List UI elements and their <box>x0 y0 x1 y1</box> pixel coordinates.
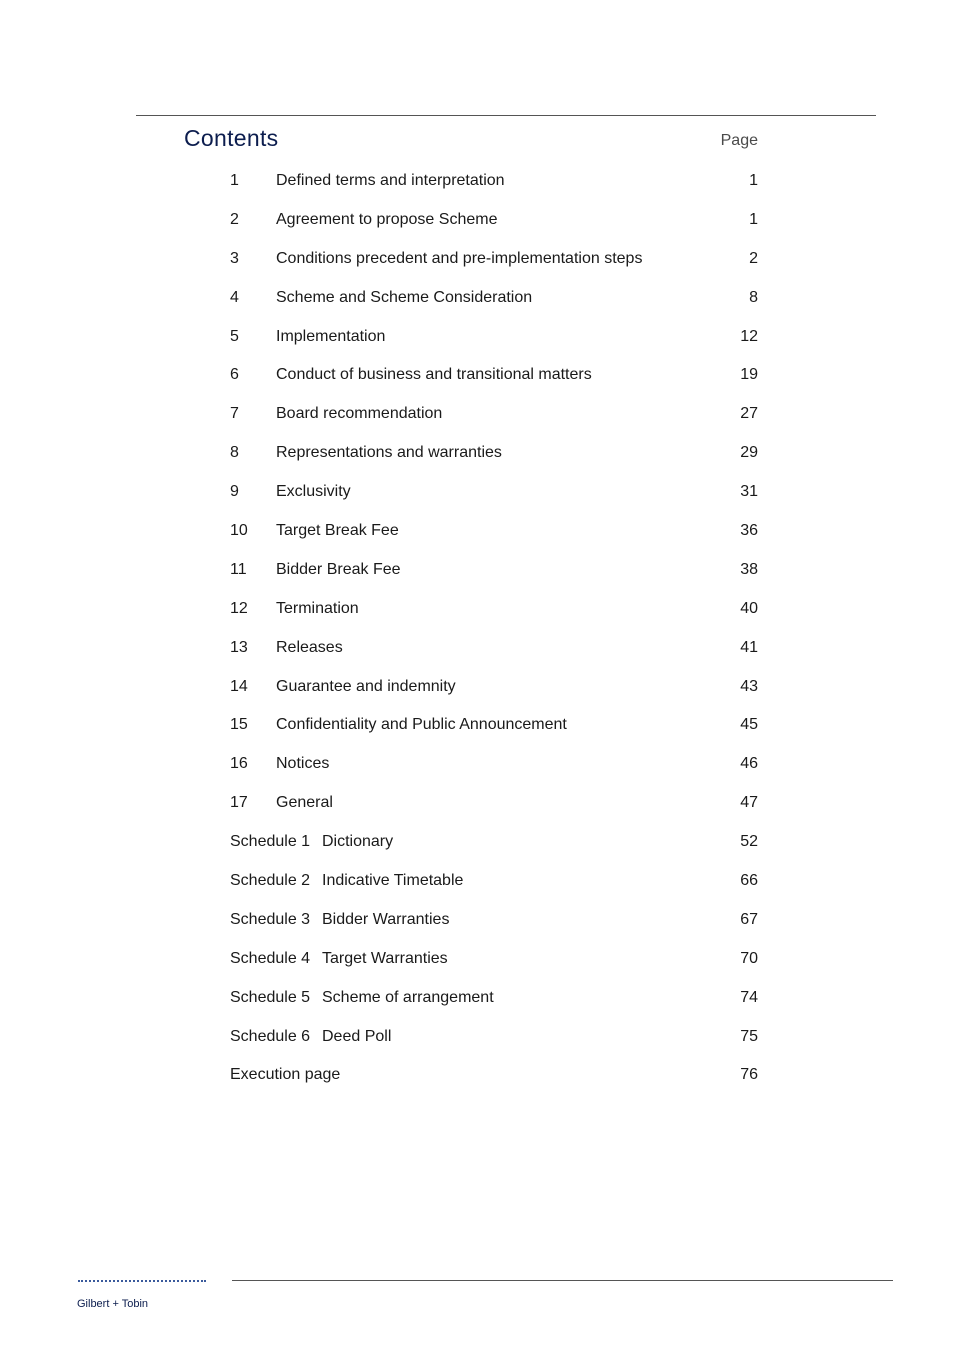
toc-schedule-title[interactable]: Bidder Warranties <box>322 910 450 928</box>
toc-schedule-page[interactable]: 67 <box>740 910 758 928</box>
footer-firm-name: Gilbert + Tobin <box>77 1298 149 1310</box>
toc-entry-number: 5 <box>230 327 239 345</box>
toc-schedule-number: Schedule 4 <box>230 949 311 967</box>
toc-entry[interactable] <box>0 512 965 551</box>
toc-schedule-number: Schedule 1 <box>230 833 311 851</box>
toc-entry-number: 9 <box>230 483 239 501</box>
toc-entry-title[interactable]: Target Break Fee <box>276 522 399 540</box>
toc-schedule-number: Schedule 2 <box>230 872 311 890</box>
toc-entry-page[interactable]: 36 <box>740 522 758 540</box>
page-title: Contents <box>184 125 279 151</box>
toc-entry[interactable] <box>0 668 965 707</box>
toc-entry[interactable] <box>0 318 965 357</box>
toc-entry-page[interactable]: 47 <box>740 794 758 812</box>
toc-schedule-page[interactable]: 70 <box>740 949 758 967</box>
toc-schedule-entry[interactable] <box>0 979 965 1018</box>
toc-entry-number: 15 <box>230 716 248 734</box>
toc-entry-number: 11 <box>230 560 247 578</box>
toc-entry-page[interactable]: 41 <box>740 638 758 656</box>
toc-entry-number: 12 <box>230 599 248 617</box>
toc-execution-page[interactable]: 76 <box>740 1066 758 1084</box>
toc-entry-number: 1 <box>230 172 239 189</box>
toc-entry-page[interactable]: 8 <box>749 288 758 306</box>
toc-entry-page[interactable]: 2 <box>749 249 758 267</box>
toc-entry-title[interactable]: Conditions precedent and pre-implementation steps <box>276 249 643 267</box>
table-of-contents <box>0 162 965 1095</box>
toc-entry-number: 7 <box>230 405 239 423</box>
toc-entry[interactable] <box>0 551 965 590</box>
toc-entry-title[interactable]: Board recommendation <box>276 405 443 423</box>
toc-entry-page[interactable]: 29 <box>740 444 758 462</box>
toc-entry-title[interactable]: Releases <box>276 638 343 656</box>
toc-entry-title[interactable]: Defined terms and interpretation <box>276 172 505 189</box>
toc-entry[interactable] <box>0 590 965 629</box>
toc-schedule-page[interactable]: 52 <box>740 833 758 851</box>
toc-schedule-number: Schedule 5 <box>230 988 311 1006</box>
toc-entry-number: 2 <box>230 210 239 228</box>
toc-entry[interactable] <box>0 162 965 201</box>
toc-entry-title[interactable]: Notices <box>276 755 330 773</box>
toc-schedule-page[interactable]: 66 <box>740 872 758 890</box>
toc-entry-title[interactable]: Conduct of business and transitional matters <box>276 366 592 384</box>
toc-entry-page[interactable]: 19 <box>740 366 758 384</box>
toc-entry-page[interactable]: 40 <box>740 599 758 617</box>
toc-entry[interactable] <box>0 395 965 434</box>
toc-entry[interactable] <box>0 784 965 823</box>
toc-entry[interactable] <box>0 745 965 784</box>
toc-entry-title[interactable]: Representations and warranties <box>276 444 502 462</box>
toc-entry-page[interactable]: 38 <box>740 560 758 578</box>
toc-entry-number: 6 <box>230 366 239 384</box>
toc-entry-title[interactable]: Exclusivity <box>276 483 351 501</box>
toc-schedule-title[interactable]: Dictionary <box>322 833 394 851</box>
toc-entry[interactable] <box>0 434 965 473</box>
header-divider <box>136 115 876 116</box>
toc-schedule-title[interactable]: Deed Poll <box>322 1027 392 1045</box>
toc-schedule-entry[interactable] <box>0 901 965 940</box>
toc-entry-title[interactable]: Confidentiality and Public Announcement <box>276 716 567 734</box>
toc-entry-number: 10 <box>230 522 248 540</box>
toc-entry[interactable] <box>0 473 965 512</box>
toc-entry-title[interactable]: Agreement to propose Scheme <box>276 210 498 228</box>
toc-schedule-entry[interactable] <box>0 823 965 862</box>
toc-entry-number: 3 <box>230 249 239 267</box>
toc-entry-number: 17 <box>230 794 248 812</box>
toc-entry-number: 14 <box>230 677 248 695</box>
toc-entry-page[interactable]: 12 <box>740 327 758 345</box>
toc-schedule-entry[interactable] <box>0 940 965 979</box>
toc-entry[interactable] <box>0 629 965 668</box>
toc-entry[interactable] <box>0 201 965 240</box>
toc-entry-page[interactable]: 31 <box>740 483 758 501</box>
page-column-label: Page <box>720 132 758 149</box>
toc-schedule-entry[interactable] <box>0 1018 965 1057</box>
toc-schedule-page[interactable]: 74 <box>740 988 758 1006</box>
toc-entry-number: 13 <box>230 638 248 656</box>
toc-execution-entry[interactable] <box>0 1056 965 1095</box>
toc-entry[interactable] <box>0 279 965 318</box>
toc-entry-number: 8 <box>230 444 239 462</box>
toc-entry-page[interactable]: 43 <box>740 677 758 695</box>
toc-entry-page[interactable]: 27 <box>740 405 758 423</box>
toc-entry[interactable] <box>0 356 965 395</box>
toc-entry-title[interactable]: Scheme and Scheme Consideration <box>276 288 533 306</box>
footer-dotted-rule <box>78 1280 206 1282</box>
toc-schedule-title[interactable]: Target Warranties <box>322 949 448 967</box>
toc-entry-page[interactable]: 46 <box>740 755 758 773</box>
toc-entry-title[interactable]: Guarantee and indemnity <box>276 677 456 695</box>
toc-entry-page[interactable]: 45 <box>740 716 758 734</box>
toc-schedule-title[interactable]: Indicative Timetable <box>322 872 464 890</box>
toc-execution-title[interactable]: Execution page <box>230 1066 341 1084</box>
toc-entry-title[interactable]: Bidder Break Fee <box>276 560 401 578</box>
toc-entry-title[interactable]: General <box>276 794 333 812</box>
toc-entry-page[interactable]: 1 <box>749 172 758 189</box>
toc-schedule-page[interactable]: 75 <box>740 1027 758 1045</box>
toc-entry-title[interactable]: Implementation <box>276 327 386 345</box>
toc-entry[interactable] <box>0 706 965 745</box>
toc-entry-title[interactable]: Termination <box>276 599 359 617</box>
toc-schedule-number: Schedule 6 <box>230 1027 311 1045</box>
toc-entry-number: 16 <box>230 755 248 773</box>
toc-entry-page[interactable]: 1 <box>749 210 758 228</box>
toc-entry-number: 4 <box>230 288 239 306</box>
footer-divider <box>232 1280 893 1281</box>
toc-schedule-title[interactable]: Scheme of arrangement <box>322 988 494 1006</box>
toc-schedule-number: Schedule 3 <box>230 910 311 928</box>
toc-schedule-entry[interactable] <box>0 862 965 901</box>
toc-entry[interactable] <box>0 240 965 279</box>
